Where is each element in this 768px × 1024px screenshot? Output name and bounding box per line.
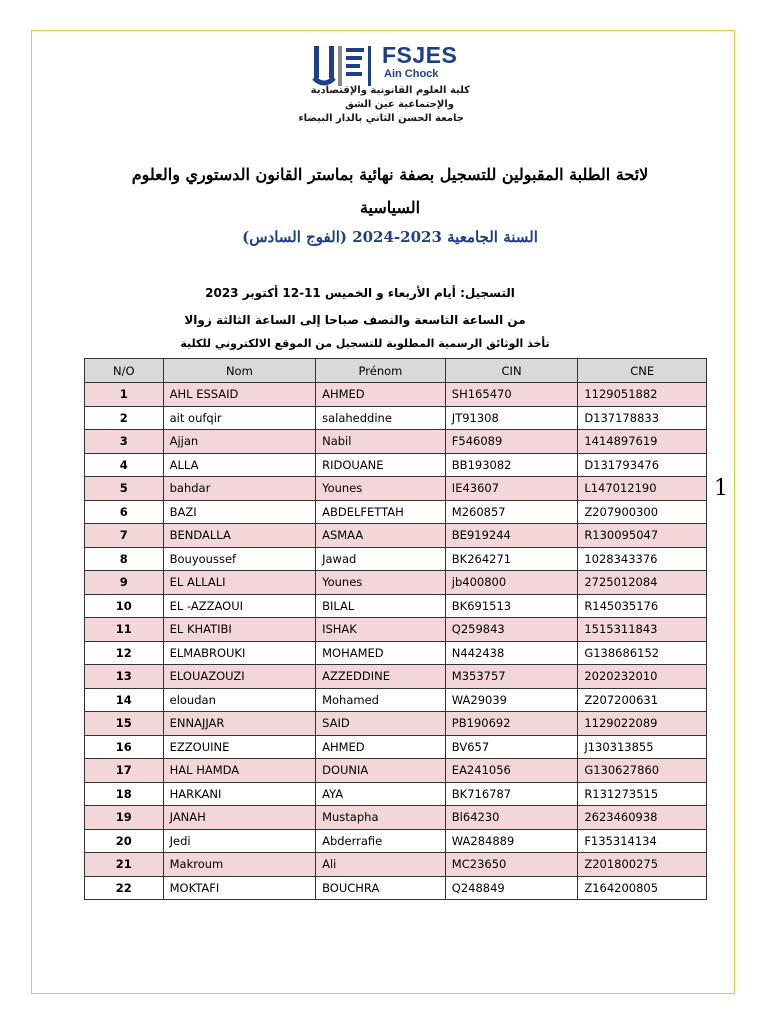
header-prenom: Prénom (316, 359, 446, 383)
cell-number: 1 (85, 383, 164, 407)
document-title-line-1: لائحة الطلبة المقبولين للتسجيل بصفة نهائية بماستر القانون الدستوري والعلوم (131, 165, 649, 184)
cell-nom: AHL ESSAID (163, 383, 315, 407)
cell-prenom: AZZEDDINE (316, 665, 446, 689)
cell-cin: M353757 (445, 665, 578, 689)
cell-cin: jb400800 (445, 571, 578, 595)
cell-cin: BK264271 (445, 547, 578, 571)
registration-documents-note: تأخذ الوثائق الرسمية المطلوبة للتسجيل من الموقع الالكتروني للكلية (180, 337, 550, 350)
cell-nom: Ajjan (163, 430, 315, 454)
cell-cin: BK691513 (445, 594, 578, 618)
logo-brand-text: FSJES (382, 42, 458, 68)
cell-prenom: BOUCHRA (316, 876, 446, 900)
cell-cne: R131273515 (578, 782, 707, 806)
cell-cne: G138686152 (578, 641, 707, 665)
cell-prenom: SAID (316, 712, 446, 736)
cell-nom: Makroum (163, 853, 315, 877)
cell-nom: ALLA (163, 453, 315, 477)
cell-cin: F546089 (445, 430, 578, 454)
header-number: N/O (85, 359, 164, 383)
table-row (85, 477, 707, 501)
cell-cne: 2020232010 (578, 665, 707, 689)
cell-nom: Jedi (163, 829, 315, 853)
cell-cne: Z201800275 (578, 853, 707, 877)
cell-prenom: salaheddine (316, 406, 446, 430)
table-row (85, 829, 707, 853)
cell-cin: WA29039 (445, 688, 578, 712)
cell-cin: BK716787 (445, 782, 578, 806)
cell-cne: D131793476 (578, 453, 707, 477)
header-cne: CNE (578, 359, 707, 383)
cell-prenom: BILAL (316, 594, 446, 618)
cell-prenom: RIDOUANE (316, 453, 446, 477)
cell-number: 8 (85, 547, 164, 571)
cell-nom: EL ALLALI (163, 571, 315, 595)
cell-number: 4 (85, 453, 164, 477)
registration-dates: التسجيل: أيام الأربعاء و الخميس 11-12 أكتوبر 2023 (205, 286, 515, 300)
table-row (85, 806, 707, 830)
cell-cne: 1028343376 (578, 547, 707, 571)
cell-cin: WA284889 (445, 829, 578, 853)
cell-cin: SH165470 (445, 383, 578, 407)
table-row (85, 782, 707, 806)
cell-number: 12 (85, 641, 164, 665)
cell-prenom: AHMED (316, 383, 446, 407)
cell-nom: BAZI (163, 500, 315, 524)
cell-prenom: Younes (316, 477, 446, 501)
cell-cne: L147012190 (578, 477, 707, 501)
cell-cne: Z207200631 (578, 688, 707, 712)
cell-number: 16 (85, 735, 164, 759)
cell-nom: ELOUAZOUZI (163, 665, 315, 689)
cell-prenom: Mustapha (316, 806, 446, 830)
cell-cin: JT91308 (445, 406, 578, 430)
cell-nom: EZZOUINE (163, 735, 315, 759)
header-nom: Nom (163, 359, 315, 383)
cell-number: 6 (85, 500, 164, 524)
cell-prenom: MOHAMED (316, 641, 446, 665)
cell-cin: Q259843 (445, 618, 578, 642)
cell-nom: HARKANI (163, 782, 315, 806)
cell-cne: 2725012084 (578, 571, 707, 595)
header-cin: CIN (445, 359, 578, 383)
table-row (85, 853, 707, 877)
cell-nom: eloudan (163, 688, 315, 712)
cell-cne: 2623460938 (578, 806, 707, 830)
cell-number: 2 (85, 406, 164, 430)
table-row (85, 712, 707, 736)
cell-cne: D137178833 (578, 406, 707, 430)
table-row (85, 759, 707, 783)
table-row (85, 406, 707, 430)
cell-nom: EL KHATIBI (163, 618, 315, 642)
cell-number: 7 (85, 524, 164, 548)
cell-cne: R130095047 (578, 524, 707, 548)
logo-campus-text: Ain Chock (384, 68, 439, 80)
cell-cin: BE919244 (445, 524, 578, 548)
page-number: 1 (714, 476, 728, 501)
table-row (85, 665, 707, 689)
university-emblem-icon (312, 44, 374, 88)
cell-cne: 1515311843 (578, 618, 707, 642)
logo-arabic-line-3: جامعة الحسن الثاني بالدار البيضاء (298, 113, 464, 124)
document-title-line-2: السياسية (359, 198, 421, 217)
table-row (85, 383, 707, 407)
cell-number: 15 (85, 712, 164, 736)
faculty-logo (300, 40, 500, 130)
cell-cne: 1129051882 (578, 383, 707, 407)
cell-number: 20 (85, 829, 164, 853)
cell-cne: J130313855 (578, 735, 707, 759)
table-row (85, 876, 707, 900)
table-row (85, 641, 707, 665)
cell-cne: R145035176 (578, 594, 707, 618)
cell-prenom: ASMAA (316, 524, 446, 548)
cell-cin: BB193082 (445, 453, 578, 477)
cell-prenom: Ali (316, 853, 446, 877)
table-header-row (85, 359, 707, 383)
cell-number: 3 (85, 430, 164, 454)
table-row (85, 571, 707, 595)
cell-prenom: Mohamed (316, 688, 446, 712)
logo-arabic-line-1: كلية العلوم القانونية والإقتصادية (310, 85, 470, 96)
table-row (85, 594, 707, 618)
cell-number: 5 (85, 477, 164, 501)
table-row (85, 735, 707, 759)
cell-cne: Z164200805 (578, 876, 707, 900)
cell-cin: IE43607 (445, 477, 578, 501)
table-row (85, 547, 707, 571)
cell-cin: PB190692 (445, 712, 578, 736)
table-row (85, 500, 707, 524)
cell-cin: EA241056 (445, 759, 578, 783)
cell-number: 11 (85, 618, 164, 642)
cell-cin: Bl64230 (445, 806, 578, 830)
cell-prenom: DOUNIA (316, 759, 446, 783)
table-row (85, 430, 707, 454)
cell-number: 22 (85, 876, 164, 900)
cell-prenom: AHMED (316, 735, 446, 759)
cell-prenom: ABDELFETTAH (316, 500, 446, 524)
cell-prenom: Jawad (316, 547, 446, 571)
cell-cne: 1129022089 (578, 712, 707, 736)
table-row (85, 453, 707, 477)
cell-cne: F135314134 (578, 829, 707, 853)
cell-cin: Q248849 (445, 876, 578, 900)
cell-cin: MC23650 (445, 853, 578, 877)
cell-nom: MOKTAFI (163, 876, 315, 900)
cell-nom: HAL HAMDA (163, 759, 315, 783)
cell-prenom: Nabil (316, 430, 446, 454)
cell-prenom: AYA (316, 782, 446, 806)
cell-number: 21 (85, 853, 164, 877)
cell-cne: 1414897619 (578, 430, 707, 454)
logo-arabic-line-2: والإجتماعية عين الشق (344, 99, 454, 110)
cell-nom: JANAH (163, 806, 315, 830)
cell-number: 19 (85, 806, 164, 830)
cell-nom: EL -AZZAOUI (163, 594, 315, 618)
table-row (85, 618, 707, 642)
cell-cin: M260857 (445, 500, 578, 524)
registration-hours: من الساعة التاسعة والنصف صباحا إلى الساعة الثالثة زوالا (184, 313, 526, 327)
cell-cne: G130627860 (578, 759, 707, 783)
cell-cin: N442438 (445, 641, 578, 665)
cell-number: 17 (85, 759, 164, 783)
cell-cin: BV657 (445, 735, 578, 759)
cell-nom: Bouyoussef (163, 547, 315, 571)
cell-nom: ENNAJJAR (163, 712, 315, 736)
cell-number: 13 (85, 665, 164, 689)
cell-prenom: Abderrafie (316, 829, 446, 853)
cell-nom: ELMABROUKI (163, 641, 315, 665)
cell-prenom: Younes (316, 571, 446, 595)
cell-nom: bahdar (163, 477, 315, 501)
cell-number: 9 (85, 571, 164, 595)
academic-year-title: السنة الجامعية 2023-2024 (الفوج السادس) (242, 228, 538, 246)
admitted-students-table (84, 358, 707, 900)
cell-nom: BENDALLA (163, 524, 315, 548)
cell-cne: Z207900300 (578, 500, 707, 524)
cell-number: 18 (85, 782, 164, 806)
table-row (85, 524, 707, 548)
cell-prenom: ISHAK (316, 618, 446, 642)
cell-number: 14 (85, 688, 164, 712)
table-row (85, 688, 707, 712)
cell-number: 10 (85, 594, 164, 618)
cell-nom: ait oufqir (163, 406, 315, 430)
